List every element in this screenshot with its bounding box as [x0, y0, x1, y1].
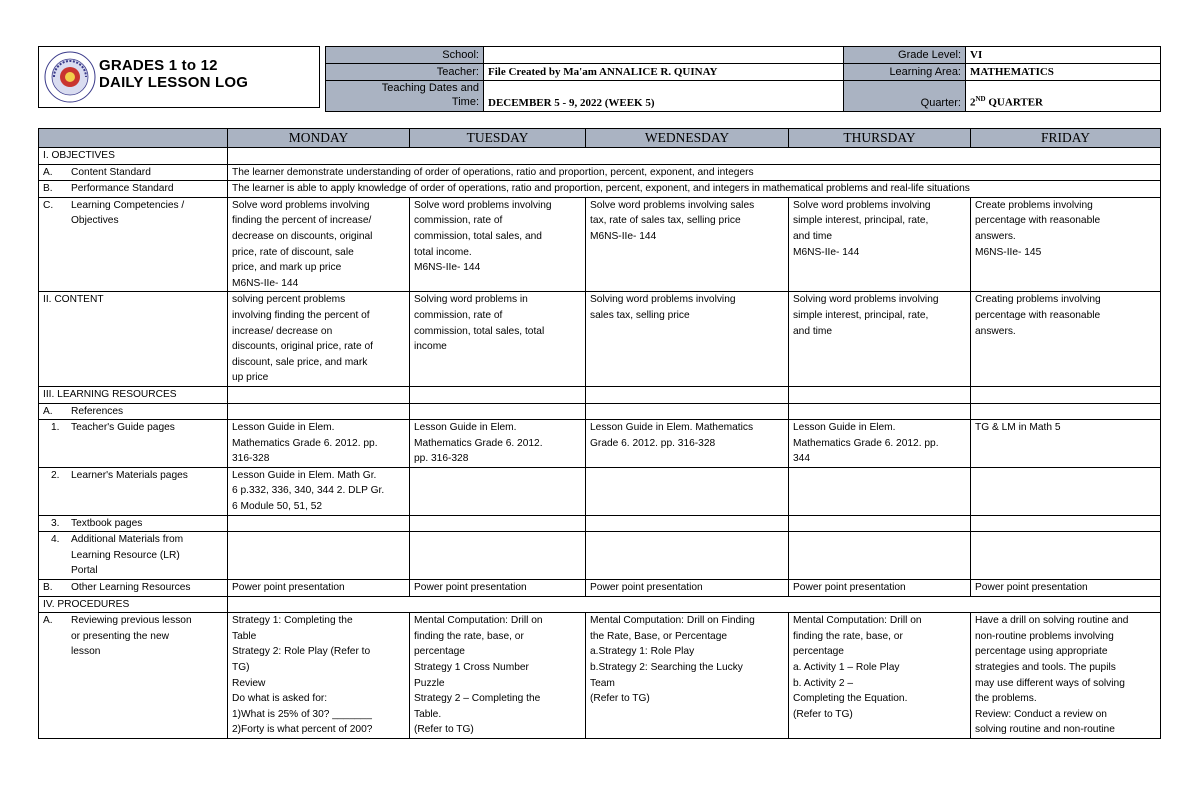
cell-line: Lesson Guide in Elem. Math Gr. [232, 469, 377, 481]
tg-pages-thursday[interactable] [789, 420, 971, 468]
learning-resources-tuesday[interactable] [410, 386, 586, 403]
cell-line: income [414, 341, 447, 353]
lm-pages-label [39, 467, 228, 515]
cell-line: strategies and tools. The pupils [975, 662, 1116, 673]
procedures-empty[interactable] [228, 596, 1161, 613]
lm-pages-thursday[interactable] [789, 467, 971, 515]
references-thursday[interactable] [789, 403, 971, 420]
reviewing-label [39, 613, 228, 739]
content-standard-value[interactable]: The learner demonstrate understanding of order of operations, ratio and proportion, percent, exponent, and integers [228, 164, 1161, 181]
other-resources-no: B. [43, 582, 53, 594]
cell-line: 6 Module 50, 51, 52 [232, 501, 323, 513]
competencies-wednesday[interactable] [586, 197, 789, 292]
reviewing-thursday[interactable] [789, 613, 971, 739]
tg-pages-monday[interactable] [228, 420, 410, 468]
day-header-thursday: THURSDAY [789, 129, 971, 148]
learning-resources-wednesday[interactable] [586, 386, 789, 403]
cell-line: answers. [975, 230, 1016, 242]
cell-line: Puzzle [414, 677, 445, 689]
corner-cell [39, 129, 228, 148]
cell-line: the problems. [975, 693, 1037, 705]
content-tuesday[interactable] [410, 292, 586, 387]
cell-line: Strategy 1 Cross Number [414, 662, 529, 673]
other-resources-friday[interactable]: Power point presentation [971, 580, 1161, 597]
grade-level-label: Grade Level: [844, 47, 966, 64]
cell-line: tax, rate of sales tax, selling price [590, 215, 741, 227]
school-label: School: [326, 47, 484, 64]
cell-line: Lesson Guide in Elem. [414, 422, 517, 434]
cell-line: Mathematics Grade 6. 2012. pp. [232, 437, 378, 449]
references-no: A. [43, 405, 53, 417]
cell-line: Mathematics Grade 6. 2012. pp. [793, 437, 939, 449]
learning-resources-row [39, 386, 1161, 403]
performance-standard-value[interactable]: The learner is able to apply knowledge of order of operations, ratio and proportion, percent, exponent, and integers in mathematical problems and real-life situations [228, 181, 1161, 198]
references-monday[interactable] [228, 403, 410, 420]
cell-line: pp. 316-328 [414, 453, 469, 465]
day-header-friday: FRIDAY [971, 129, 1161, 148]
additional-materials-no: 4. [51, 534, 60, 546]
cell-line: (Refer to TG) [590, 693, 650, 705]
cell-line: increase/ decrease on [232, 325, 333, 337]
day-header-tuesday: TUESDAY [410, 129, 586, 148]
procedures-row [39, 596, 1161, 613]
objectives-empty[interactable] [228, 148, 1161, 165]
additional-materials-monday[interactable] [228, 532, 410, 580]
cell-line: percentage using appropriate [975, 646, 1108, 658]
cell-line: Solving word problems involving [590, 294, 736, 306]
competencies-monday[interactable] [228, 197, 410, 292]
cell-line: up price [232, 372, 269, 384]
cell-line: b. Activity 2 – [793, 677, 854, 689]
lm-pages-no: 2. [51, 469, 60, 481]
cell-line: price, rate of discount, sale [232, 246, 354, 258]
cell-line: a. Activity 1 – Role Play [793, 662, 900, 673]
reviewing-friday[interactable] [971, 613, 1161, 739]
lm-pages-wednesday[interactable] [586, 467, 789, 515]
cell-line: M6NS-IIe- 145 [975, 246, 1042, 258]
cell-line: percentage [414, 646, 465, 658]
teaching-dates-label-line1: Teaching Dates and [381, 82, 479, 94]
lm-pages-tuesday[interactable] [410, 467, 586, 515]
textbook-label [39, 515, 228, 532]
lm-pages-friday[interactable] [971, 467, 1161, 515]
textbook-wednesday[interactable] [586, 515, 789, 532]
teaching-dates-label [326, 81, 484, 112]
cell-line: Mental Computation: Drill on [414, 615, 543, 627]
competencies-no: C. [43, 199, 54, 211]
quarter-number: 2 [970, 97, 976, 109]
references-label [39, 403, 228, 420]
cell-line: Lesson Guide in Elem. [793, 422, 896, 434]
learning-resources-heading: III. LEARNING RESOURCES [39, 386, 228, 403]
tg-pages-friday[interactable] [971, 420, 1161, 468]
procedures-heading: IV. PROCEDURES [39, 596, 228, 613]
reviewing-row [39, 613, 1161, 739]
cell-line: solving percent problems [232, 294, 346, 306]
cell-line: (Refer to TG) [793, 708, 853, 720]
day-header-monday: MONDAY [228, 129, 410, 148]
additional-materials-label [39, 532, 228, 580]
cell-line: commission, rate of [414, 309, 503, 321]
additional-materials-line2: Learning Resource (LR) [71, 549, 180, 561]
cell-line: answers. [975, 325, 1016, 337]
cell-line: price, and mark up price [232, 262, 342, 274]
grade-level-value[interactable]: VI [966, 47, 1161, 64]
content-standard-label [39, 164, 228, 181]
cell-line: Completing the Equation. [793, 693, 908, 705]
textbook-row [39, 515, 1161, 532]
other-resources-wednesday[interactable]: Power point presentation [586, 580, 789, 597]
quarter-word: QUARTER [988, 97, 1043, 109]
lm-pages-text: Learner's Materials pages [71, 469, 188, 481]
references-tuesday[interactable] [410, 403, 586, 420]
objectives-heading: I. OBJECTIVES [39, 148, 228, 165]
performance-standard-label [39, 181, 228, 198]
cell-line: may use different ways of solving [975, 677, 1125, 689]
teaching-dates-value[interactable]: DECEMBER 5 - 9, 2022 (WEEK 5) [484, 81, 844, 112]
additional-materials-thursday[interactable] [789, 532, 971, 580]
reviewing-wednesday[interactable] [586, 613, 789, 739]
references-row [39, 403, 1161, 420]
additional-materials-friday[interactable] [971, 532, 1161, 580]
content-row [39, 292, 1161, 387]
learning-area-value[interactable]: MATHEMATICS [966, 64, 1161, 81]
cell-line: Table [232, 630, 257, 642]
cell-line: b.Strategy 2: Searching the Lucky [590, 662, 743, 673]
competencies-friday[interactable] [971, 197, 1161, 292]
cell-line: commission, total sales, and [414, 230, 542, 242]
tg-pages-text: Teacher's Guide pages [71, 422, 175, 434]
cell-line: Mental Computation: Drill on Finding [590, 615, 755, 627]
performance-standard-no: B. [43, 183, 53, 195]
cell-line: finding the percent of increase/ [232, 215, 372, 227]
tg-pages-tuesday[interactable] [410, 420, 586, 468]
quarter-label: Quarter: [844, 81, 966, 112]
cell-line: Solving word problems involving [793, 294, 939, 306]
cell-line: discount, sale price, and mark [232, 356, 368, 368]
learning-area-label: Learning Area: [844, 64, 966, 81]
quarter-suffix: ND [975, 95, 986, 104]
content-friday[interactable] [971, 292, 1161, 387]
additional-materials-wednesday[interactable] [586, 532, 789, 580]
content-thursday[interactable] [789, 292, 971, 387]
cell-line: TG & LM in Math 5 [975, 422, 1061, 434]
references-friday[interactable] [971, 403, 1161, 420]
content-standard-text: Content Standard [71, 166, 151, 178]
cell-line: simple interest, principal, rate, [793, 215, 929, 227]
lesson-log-table [38, 128, 1161, 739]
cell-line: Team [590, 677, 615, 689]
cell-line: finding the rate, base, or [793, 630, 903, 642]
competencies-thursday[interactable] [789, 197, 971, 292]
cell-line: Mental Computation: Drill on [793, 615, 922, 627]
textbook-text: Textbook pages [71, 517, 143, 529]
cell-line: M6NS-IIe- 144 [793, 246, 860, 258]
tg-pages-label [39, 420, 228, 468]
performance-standard-row [39, 181, 1161, 198]
cell-line: solving routine and non-routine [975, 724, 1115, 736]
header-title-block [38, 46, 320, 108]
content-wednesday[interactable] [586, 292, 789, 387]
cell-line: Review [232, 677, 266, 689]
competencies-label-line2: Objectives [71, 215, 119, 227]
tg-pages-no: 1. [51, 422, 60, 434]
learning-resources-friday[interactable] [971, 386, 1161, 403]
cell-line: Table. [414, 708, 442, 720]
quarter-value[interactable] [966, 81, 1161, 112]
content-label: II. CONTENT [39, 292, 228, 387]
cell-line: M6NS-IIe- 144 [590, 230, 657, 242]
competencies-label [39, 197, 228, 292]
cell-line: 2)Forty is what percent of 200? [232, 724, 373, 736]
cell-line: and time [793, 325, 833, 337]
cell-line: 316-328 [232, 453, 270, 465]
reviewing-no: A. [43, 615, 53, 627]
other-resources-row [39, 580, 1161, 597]
tg-pages-row [39, 420, 1161, 468]
textbook-monday[interactable] [228, 515, 410, 532]
additional-materials-tuesday[interactable] [410, 532, 586, 580]
cell-line: decrease on discounts, original [232, 230, 373, 242]
other-resources-label [39, 580, 228, 597]
other-resources-thursday[interactable]: Power point presentation [789, 580, 971, 597]
cell-line: Solve word problems involving [232, 199, 370, 211]
teacher-label: Teacher: [326, 64, 484, 81]
cell-line: Do what is asked for: [232, 693, 328, 705]
school-value[interactable] [484, 47, 844, 64]
cell-line: a.Strategy 1: Role Play [590, 646, 695, 658]
tg-pages-wednesday[interactable] [586, 420, 789, 468]
cell-line: discounts, original price, rate of [232, 341, 373, 353]
cell-line: total income. [414, 246, 472, 258]
textbook-tuesday[interactable] [410, 515, 586, 532]
learning-resources-thursday[interactable] [789, 386, 971, 403]
reviewing-label-line3: lesson [71, 646, 101, 658]
additional-materials-row [39, 532, 1161, 580]
cell-line: commission, total sales, total [414, 325, 545, 337]
textbook-thursday[interactable] [789, 515, 971, 532]
other-resources-text: Other Learning Resources [71, 582, 191, 594]
objectives-row [39, 148, 1161, 165]
additional-materials-line1: Additional Materials from [71, 534, 184, 546]
cell-line: simple interest, principal, rate, [793, 309, 929, 321]
cell-line: 6 p.332, 336, 340, 344 2. DLP Gr. [232, 485, 385, 497]
performance-standard-text: Performance Standard [71, 183, 174, 195]
deped-seal-icon [44, 51, 96, 103]
cell-line: 344 [793, 453, 810, 465]
cell-line: percentage with reasonable [975, 215, 1101, 227]
teaching-dates-label-line2: Time: [451, 96, 479, 108]
title-grades: GRADES 1 to 12 [99, 57, 218, 74]
cell-line: finding the rate, base, or [414, 630, 524, 642]
cell-line: Solve word problems involving [414, 199, 552, 211]
other-resources-monday[interactable]: Power point presentation [228, 580, 410, 597]
cell-line: and time [793, 230, 833, 242]
competencies-tuesday[interactable] [410, 197, 586, 292]
content-standard-no: A. [43, 166, 53, 178]
day-header-wednesday: WEDNESDAY [586, 129, 789, 148]
cell-line: Solve word problems involving sales [590, 199, 755, 211]
cell-line: Review: Conduct a review on [975, 708, 1107, 720]
textbook-friday[interactable] [971, 515, 1161, 532]
cell-line: Solve word problems involving [793, 199, 931, 211]
textbook-no: 3. [51, 517, 60, 529]
cell-line: Strategy 2: Role Play (Refer to [232, 646, 371, 658]
cell-line: Mathematics Grade 6. 2012. [414, 437, 543, 449]
cell-line: commission, rate of [414, 215, 503, 227]
competencies-label-line1: Learning Competencies / [71, 199, 185, 211]
reviewing-label-line2: or presenting the new [71, 630, 169, 642]
content-monday[interactable] [228, 292, 410, 387]
cell-line: Lesson Guide in Elem. [232, 422, 335, 434]
cell-line: Lesson Guide in Elem. Mathematics [590, 422, 754, 434]
lm-pages-monday[interactable] [228, 467, 410, 515]
cell-line: TG) [232, 662, 250, 673]
references-wednesday[interactable] [586, 403, 789, 420]
header-info-table [325, 46, 1161, 112]
cell-line: percentage with reasonable [975, 309, 1101, 321]
cell-line: M6NS-IIe- 144 [414, 262, 481, 274]
other-resources-tuesday[interactable]: Power point presentation [410, 580, 586, 597]
additional-materials-line3: Portal [71, 565, 98, 577]
content-standard-row [39, 164, 1161, 181]
cell-line: Strategy 2 – Completing the [414, 693, 541, 705]
reviewing-tuesday[interactable] [410, 613, 586, 739]
cell-line: Creating problems involving [975, 294, 1101, 306]
learning-resources-monday[interactable] [228, 386, 410, 403]
cell-line: Have a drill on solving routine and [975, 615, 1129, 627]
cell-line: the Rate, Base, or Percentage [590, 630, 728, 642]
lm-pages-row [39, 467, 1161, 515]
cell-line: involving finding the percent of [232, 309, 370, 321]
cell-line: 1)What is 25% of 30? _______ [232, 708, 372, 720]
cell-line: M6NS-IIe- 144 [232, 277, 299, 289]
title-daily-lesson-log: DAILY LESSON LOG [99, 74, 249, 91]
reviewing-monday[interactable] [228, 613, 410, 739]
references-text: References [71, 405, 124, 417]
cell-line: Strategy 1: Completing the [232, 615, 353, 627]
cell-line: sales tax, selling price [590, 309, 690, 321]
cell-line: Grade 6. 2012. pp. 316-328 [590, 437, 716, 449]
cell-line: non-routine problems involving [975, 630, 1114, 642]
days-header-row [39, 129, 1161, 148]
competencies-row [39, 197, 1161, 292]
reviewing-label-line1: Reviewing previous lesson [71, 615, 192, 627]
cell-line: Solving word problems in [414, 294, 528, 306]
teacher-value[interactable]: File Created by Ma'am ANNALICE R. QUINAY [484, 64, 844, 81]
cell-line: Create problems involving [975, 199, 1093, 211]
cell-line: percentage [793, 646, 844, 658]
cell-line: (Refer to TG) [414, 724, 474, 736]
